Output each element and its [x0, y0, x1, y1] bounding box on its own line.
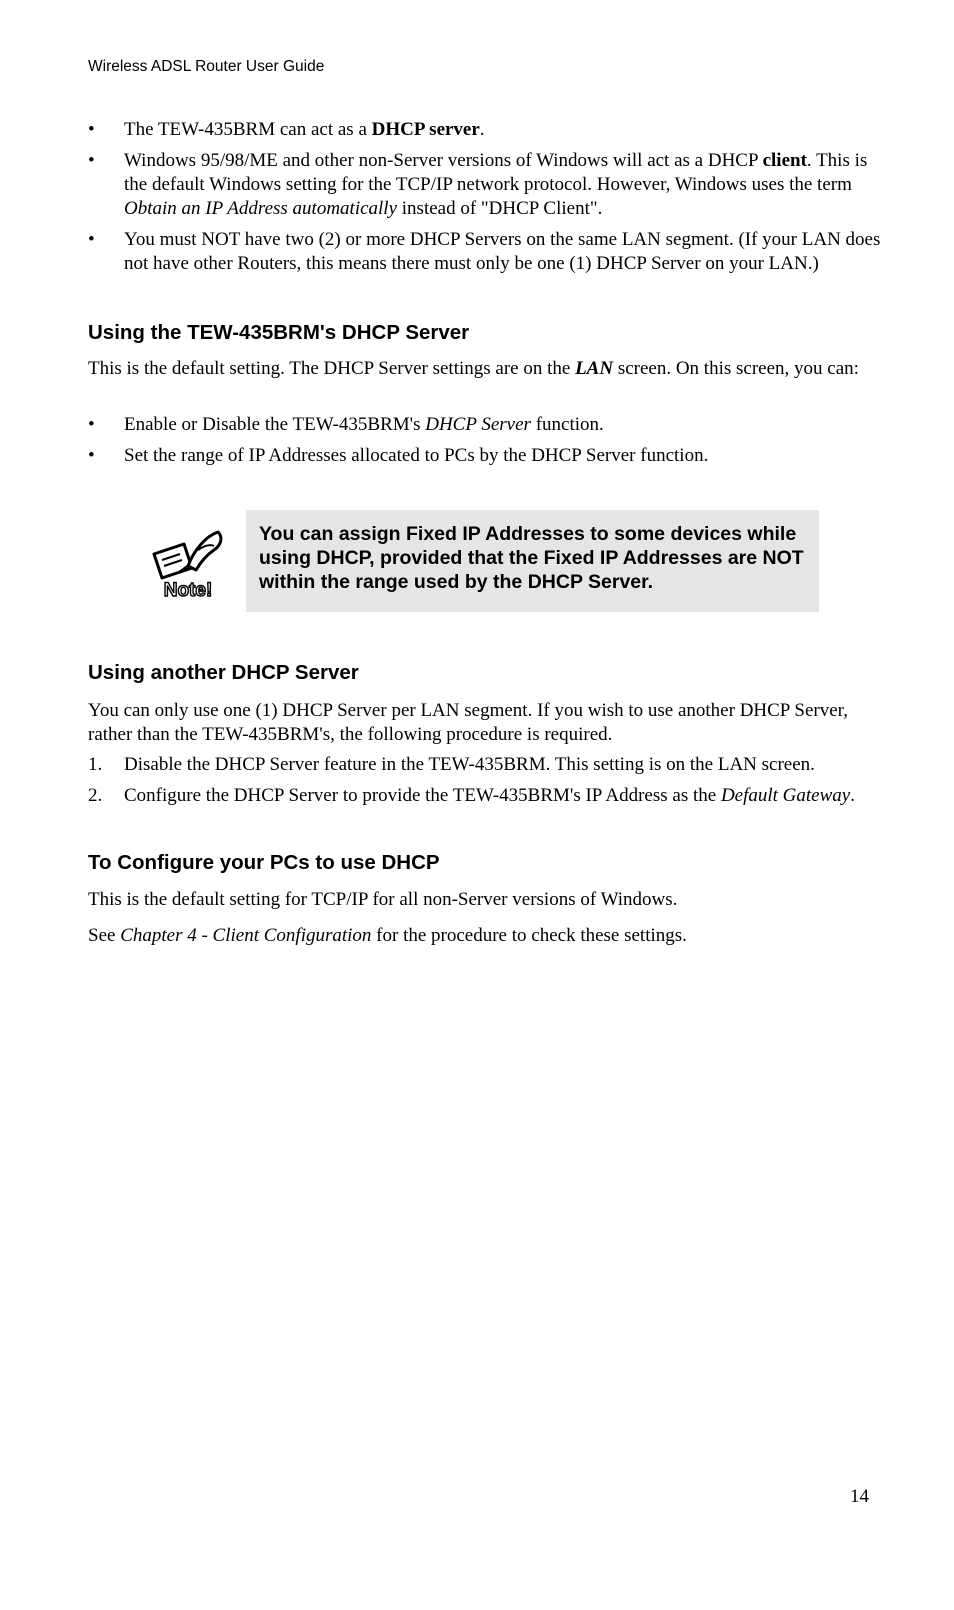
list-item: • The TEW-435BRM can act as a DHCP server.: [88, 119, 485, 140]
note-icon-label: Note!: [163, 580, 213, 600]
section3-paragraph-2: See Chapter 4 - Client Configuration for the procedure to check these settings.: [88, 925, 687, 946]
list-item: • Enable or Disable the TEW-435BRM's DHCP Server function.: [88, 414, 604, 435]
note-callout: [148, 510, 818, 612]
section3-paragraph-1: This is the default setting for TCP/IP for all non-Server versions of Windows.: [88, 889, 678, 910]
intro-bullet-list: [88, 118, 888, 283]
section1-paragraph: This is the default setting. The DHCP Server settings are on the LAN screen. On this screen, you can:: [88, 358, 859, 379]
bullet-icon: •: [88, 119, 95, 140]
bullet-icon: •: [88, 445, 95, 466]
list-item: • Windows 95/98/ME and other non-Server versions of Windows will act as a DHCP client. This is the default Windows setting for the TCP/IP network protocol. However, Windows uses the term Obtain an IP Address automatically instead of "DHCP Client".: [88, 150, 868, 219]
section2-step-list: [88, 753, 888, 815]
list-item: 2. Configure the DHCP Server to provide the TEW-435BRM's IP Address as the Default Gateway.: [88, 785, 855, 806]
bullet-icon: •: [88, 150, 95, 171]
page-number: 14: [850, 1486, 869, 1507]
bullet-icon: •: [88, 229, 95, 250]
step-number: 1.: [88, 754, 103, 775]
note-text: You can assign Fixed IP Addresses to some devices while using DHCP, provided that the Fixed IP Addresses are NOT within the range used by the DHCP Server.: [246, 510, 819, 612]
list-item: • Set the range of IP Addresses allocated to PCs by the DHCP Server function.: [88, 445, 709, 466]
section-heading-configure-pcs: To Configure your PCs to use DHCP: [88, 851, 440, 874]
section-heading-another-dhcp: Using another DHCP Server: [88, 661, 359, 684]
bullet-icon: •: [88, 414, 95, 435]
list-item: 1. Disable the DHCP Server feature in the TEW-435BRM. This setting is on the LAN screen.: [88, 754, 815, 775]
section-heading-dhcp-server: Using the TEW-435BRM's DHCP Server: [88, 321, 470, 344]
step-number: 2.: [88, 785, 103, 806]
running-header: Wireless ADSL Router User Guide: [88, 58, 325, 75]
section1-bullet-list: [88, 413, 888, 475]
section2-paragraph: You can only use one (1) DHCP Server per LAN segment. If you wish to use another DHCP Server, rather than the TEW-435BRM's, the following procedure is required.: [88, 700, 848, 745]
list-item: • You must NOT have two (2) or more DHCP Servers on the same LAN segment. (If your LAN does not have other Routers, this means there must only be one (1) DHCP Server on your LAN.): [88, 229, 881, 274]
note-pen-icon: [148, 520, 228, 600]
